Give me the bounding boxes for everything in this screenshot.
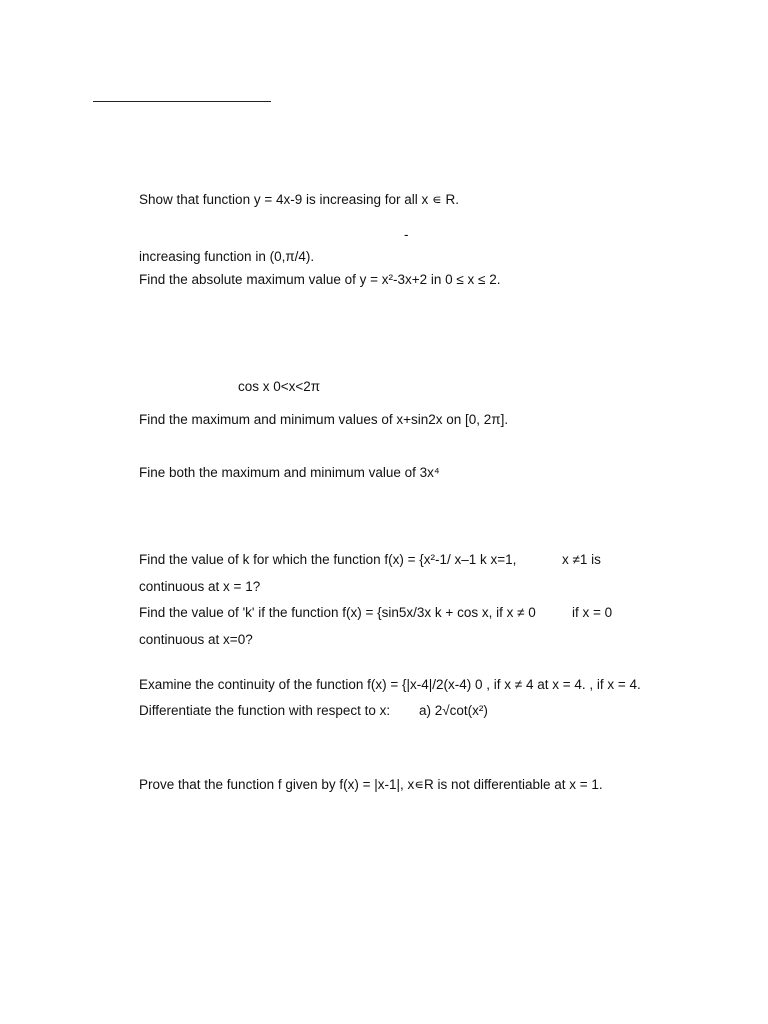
question-increasing-linear: Show that function y = 4x-9 is increasing for all x ∊ R. (139, 192, 459, 207)
question-max-min-sin2x: Find the maximum and minimum values of x+sin2x on [0, 2π]. (139, 412, 509, 427)
question-differentiate-part1: Differentiate the function with respect to x: (139, 703, 391, 718)
question-value-of-k-continued: continuous at x = 1? (139, 579, 261, 594)
question-value-of-k2-continued: continuous at x=0? (139, 632, 253, 647)
question-cos-interval: cos x 0<x<2π (238, 379, 321, 394)
question-max-min-3x4: Fine both the maximum and minimum value of 3x⁴ (139, 465, 440, 480)
stray-mark: - (404, 227, 409, 242)
question-prove-not-differentiable: Prove that the function f given by f(x) = |x-1|, x∊R is not differentiable at x = 1. (139, 777, 603, 792)
question-examine-continuity: Examine the continuity of the function f(x) = {|x-4|/2(x-4) 0 , if x ≠ 4 at x = 4. , if x = 4. (139, 677, 641, 692)
question-value-of-k-part2: x ≠1 is (562, 552, 601, 567)
question-differentiate-part2: a) 2√cot(x²) (419, 703, 488, 718)
question-value-of-k-part1: Find the value of k for which the function f(x) = {x²-1/ x–1 k x=1, (139, 552, 517, 567)
question-value-of-k2-part1: Find the value of 'k' if the function f(x) = {sin5x/3x k + cos x, if x ≠ 0 (139, 605, 536, 620)
question-increasing-interval: increasing function in (0,π/4). (139, 249, 315, 264)
header-rule (93, 101, 271, 102)
question-absolute-maximum: Find the absolute maximum value of y = x²-3x+2 in 0 ≤ x ≤ 2. (139, 272, 501, 287)
question-value-of-k2-part2: if x = 0 (572, 605, 613, 620)
